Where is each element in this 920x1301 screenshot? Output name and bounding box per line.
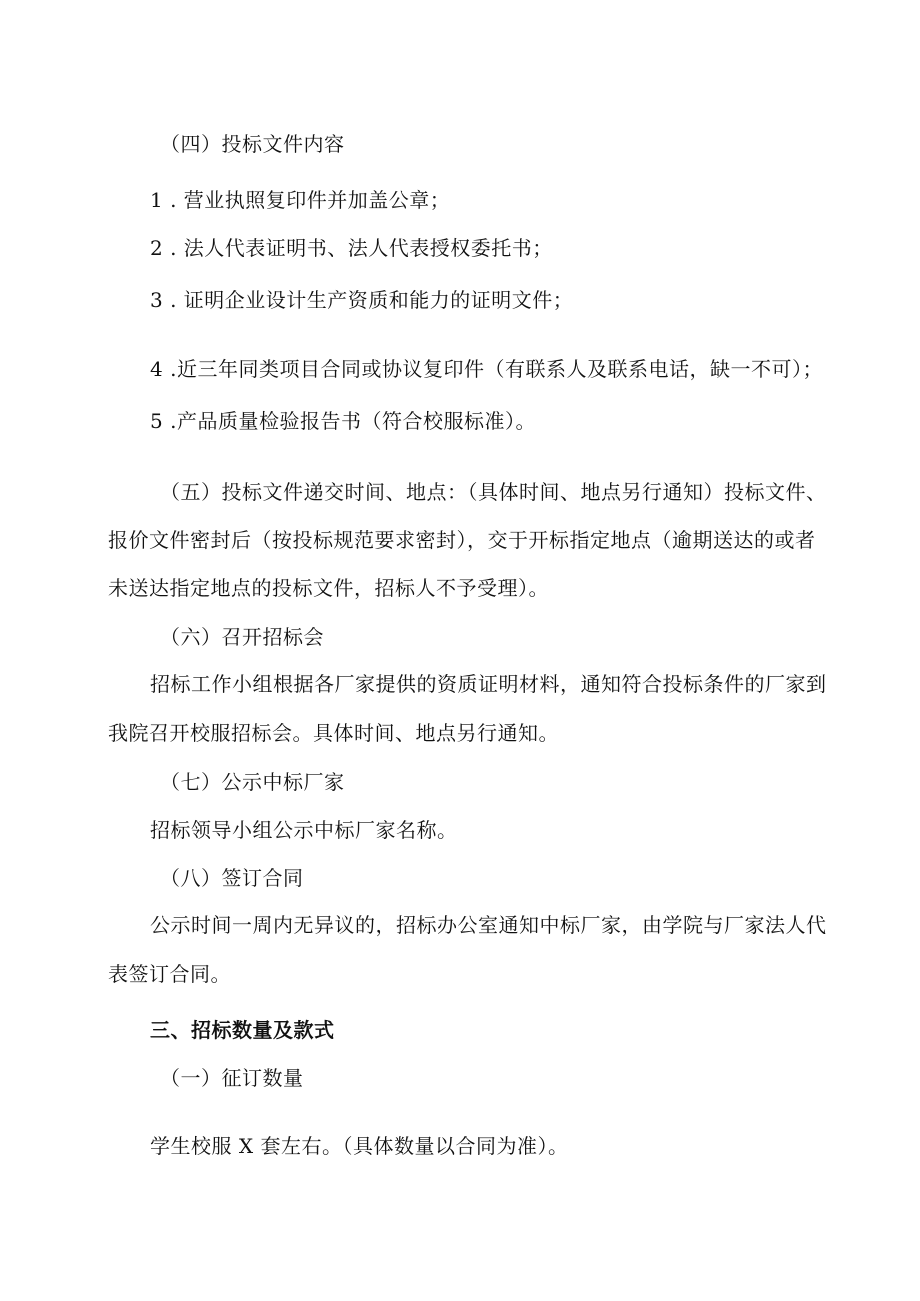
- section-6-paragraph-line-2: 我院召开校服招标会。具体时间、地点另行通知。: [108, 721, 559, 745]
- list-item-3: 3 . 证明企业设计生产资质和能力的证明文件；: [150, 288, 574, 312]
- list-item-2: 2 . 法人代表证明书、法人代表授权委托书；: [150, 236, 553, 260]
- section-7-heading: （七）公示中标厂家: [160, 770, 345, 794]
- section-7-paragraph: 招标领导小组公示中标厂家名称。: [150, 818, 458, 842]
- section-6-paragraph-line-1: 招标工作小组根据各厂家提供的资质证明材料，通知符合投标条件的厂家到: [150, 672, 827, 696]
- section-4-heading: （四）投标文件内容: [160, 132, 345, 156]
- subsection-1-heading: （一）征订数量: [160, 1066, 304, 1090]
- section-6-heading: （六）召开招标会: [160, 625, 324, 649]
- section-8-heading: （八）签订合同: [160, 866, 304, 890]
- chapter-3-heading: 三、招标数量及款式: [150, 1018, 335, 1042]
- section-5-paragraph-line-2: 报价文件密封后（按投标规范要求密封），交于开标指定地点（逾期送达的或者: [108, 528, 816, 552]
- list-item-1: 1 . 营业执照复印件并加盖公章；: [150, 188, 451, 212]
- quantity-paragraph: 学生校服 X 套左右。（具体数量以合同为准）。: [150, 1134, 569, 1158]
- list-item-5: 5 .产品质量检验报告书（符合校服标准）。: [150, 409, 536, 433]
- list-item-4: 4 .近三年同类项目合同或协议复印件（有联系人及联系电话，缺一不可）；: [150, 357, 823, 381]
- section-5-paragraph-line-3: 未送达指定地点的投标文件，招标人不予受理）。: [108, 576, 549, 600]
- section-8-paragraph-line-2: 表签订合同。: [108, 962, 231, 986]
- section-8-paragraph-line-1: 公示时间一周内无异议的，招标办公室通知中标厂家，由学院与厂家法人代: [150, 913, 827, 937]
- section-5-paragraph-line-1: （五）投标文件递交时间、地点：（具体时间、地点另行通知）投标文件、: [160, 480, 827, 504]
